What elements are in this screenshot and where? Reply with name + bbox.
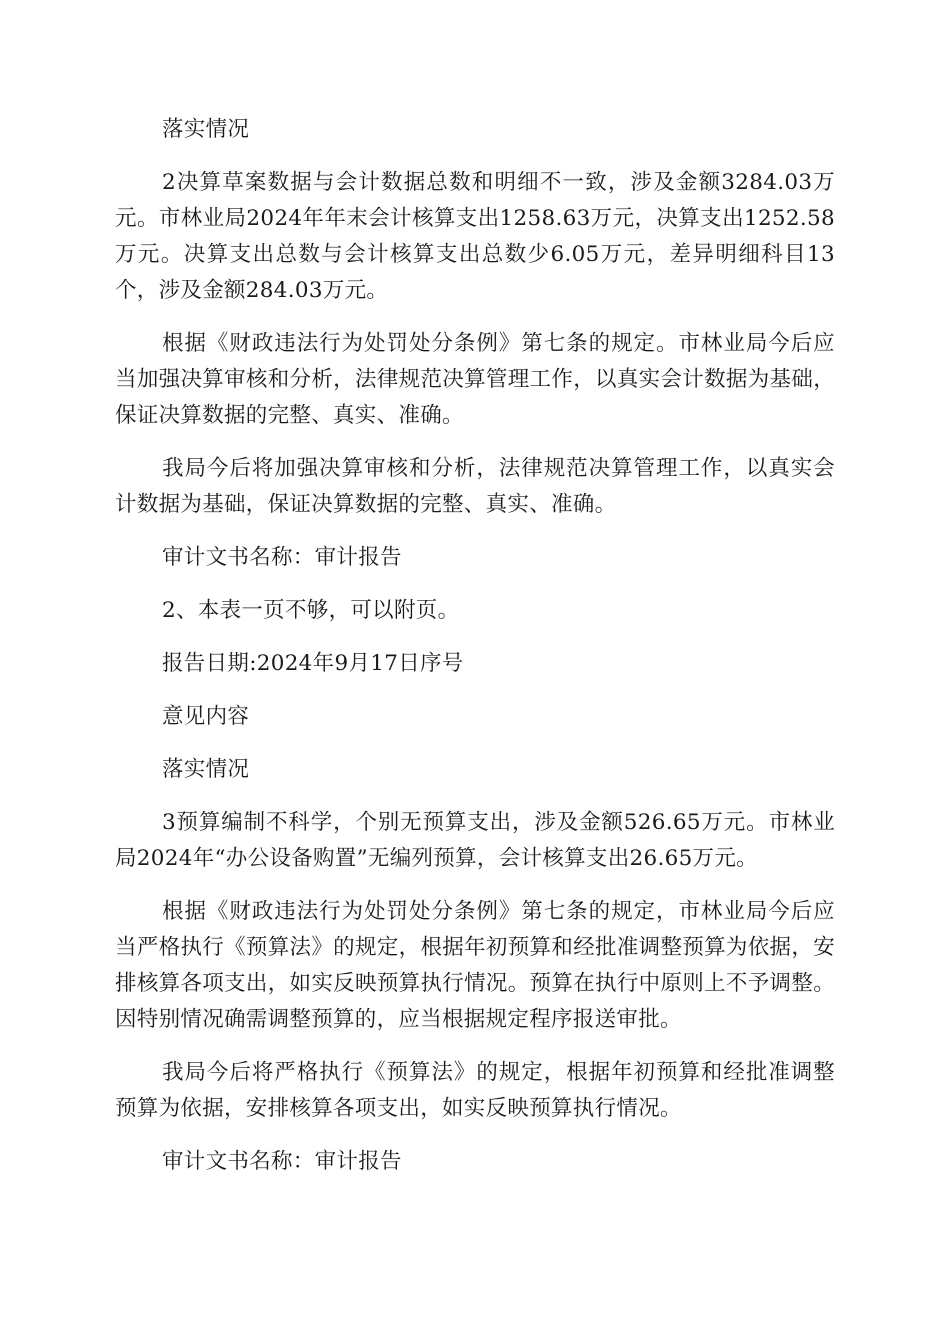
paragraph-implementation-status: 落实情况 xyxy=(162,117,250,142)
paragraph-note-attach-page: 2、本表一页不够，可以附页。 xyxy=(162,598,460,623)
paragraph-issue-2: 2决算草案数据与会计数据总数和明细不一致，涉及金额3284.03万元。市林业局2024年年末会计核算支出1258.63万元，决算支出1252.58万元。决算支出总数与会计核算支出总数少6.05万元，差异明细科目13个，涉及金额284.03万元。 xyxy=(115,170,835,303)
paragraph-implementation-2: 我局今后将加强决算审核和分析，法律规范决算管理工作，以真实会计数据为基础，保证决算数据的完整、真实、准确。 xyxy=(115,456,835,517)
paragraph-audit-document-name: 审计文书名称：审计报告 xyxy=(162,545,402,570)
paragraph-report-date: 报告日期:2024年9月17日序号 xyxy=(162,651,464,676)
paragraph-opinion-heading: 意见内容 xyxy=(162,704,250,729)
paragraph-implementation-heading: 落实情况 xyxy=(162,757,250,782)
paragraph-implementation-3: 我局今后将严格执行《预算法》的规定，根据年初预算和经批准调整预算为依据，安排核算各项支出，如实反映预算执行情况。 xyxy=(115,1060,835,1121)
paragraph-issue-3: 3预算编制不科学，个别无预算支出，涉及金额526.65万元。市林业局2024年“办公设备购置”无编列预算，会计核算支出26.65万元。 xyxy=(115,810,835,871)
document-page xyxy=(115,112,835,1180)
paragraph-audit-document-name-2: 审计文书名称：审计报告 xyxy=(162,1149,402,1174)
paragraph-opinion-3: 根据《财政违法行为处罚处分条例》第七条的规定，市林业局今后应当严格执行《预算法》的规定，根据年初预算和经批准调整预算为依据，安排核算各项支出，如实反映预算执行情况。预算在执行中原则上不予调整。因特别情况确需调整预算的，应当根据规定程序报送审批。 xyxy=(115,899,835,1032)
paragraph-opinion-2: 根据《财政违法行为处罚处分条例》第七条的规定。市林业局今后应当加强决算审核和分析，法律规范决算管理工作，以真实会计数据为基础，保证决算数据的完整、真实、准确。 xyxy=(115,331,835,428)
